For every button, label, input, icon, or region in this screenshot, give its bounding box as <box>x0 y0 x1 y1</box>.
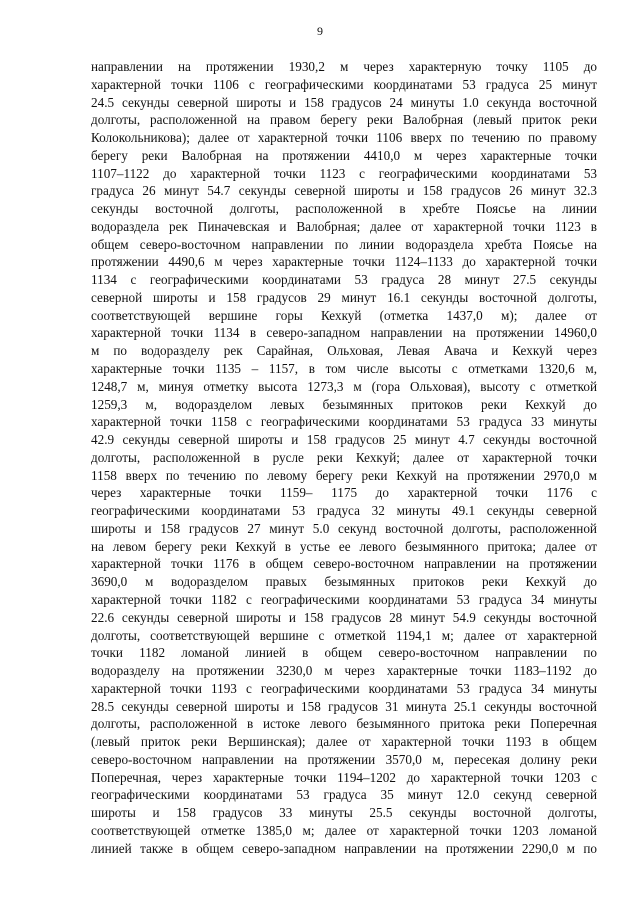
text-line: 28.5 секунды северной широты и 158 градусов 31 минута 25.1 секунды восточной <box>91 698 597 714</box>
text-line: градуса 26 минут 54.7 секунды северной широты и 158 градусов 26 минут 32.3 <box>91 183 597 199</box>
text-line: (левый приток реки Вершинская); далее от характерной точки 1193 в общем <box>91 734 597 750</box>
text-line: характерной точки 1134 в северо-западном направлении на протяжении 14960,0 <box>91 325 597 341</box>
text-line: протяжении 4490,6 м через характерные точки 1124–1133 до характерной точки <box>91 254 597 270</box>
text-line: долготы, расположенной в истоке левого безымянного притока реки Поперечная <box>91 716 597 732</box>
text-line: водоразделу на протяжении 3230,0 м через характерные точки 1183–1192 до <box>91 663 597 679</box>
text-line: долготы, расположенной на правом берегу реки Валобрная (левый приток реки <box>91 112 597 128</box>
text-line: берегу реки Валобрная на протяжении 4410,0 м через характерные точки <box>91 147 597 163</box>
text-line: географическими координатами 53 градуса 32 минуты 49.1 секунды северной <box>91 503 597 519</box>
text-line: соответствующей вершине горы Кехкуй (отметка 1437,0 м); далее от <box>91 307 597 323</box>
text-line: линией также в общем северо-западном направлении на протяжении 2290,0 м по <box>91 840 597 856</box>
text-line: соответствующей отметке 1385,0 м; далее от характерной точки 1203 ломаной <box>91 822 597 838</box>
text-line: северной широты и 158 градусов 29 минут 16.1 секунды восточной долготы, <box>91 289 597 305</box>
text-line: характерной точки 1106 с географическими координатами 53 градуса 25 минут <box>91 76 597 92</box>
text-line: характерной точки 1158 с географическими координатами 53 градуса 33 минуты <box>91 414 597 430</box>
text-line: широты и 158 градусов 33 минуты 25.5 секунды восточной долготы, <box>91 805 597 821</box>
page-number: 9 <box>317 24 323 38</box>
text-line: 1134 с географическими координатами 53 градуса 28 минут 27.5 секунды <box>91 272 597 288</box>
text-line: географическими координатами 53 градуса 35 минут 12.0 секунд северной <box>91 787 597 803</box>
text-line: 3690,0 м водоразделом правых безымянных притоков реки Кехкуй до <box>91 574 597 590</box>
text-line: 22.6 секунды северной широты и 158 градусов 28 минут 54.9 секунды восточной <box>91 609 597 625</box>
text-line: 24.5 секунды северной широты и 158 градусов 24 минуты 1.0 секунда восточной <box>91 94 597 110</box>
text-line: секунды восточной долготы, расположенной в хребте Поясье на линии <box>91 201 597 217</box>
text-line: характерной точки 1176 в общем северо-восточном направлении на протяжении <box>91 556 597 572</box>
text-line: характерной точки 1193 с географическими координатами 53 градуса 34 минуты <box>91 680 597 696</box>
text-line: направлении на протяжении 1930,2 м через характерную точку 1105 до <box>91 59 597 74</box>
text-line: м по водоразделу рек Сарайная, Ольховая, Левая Авача и Кехкуй через <box>91 343 597 359</box>
text-line: северо-восточном направлении на протяжении 3570,0 м, пересекая долину реки <box>91 751 597 767</box>
text-line: общем северо-восточном направлении по линии водораздела хребта Поясье на <box>91 236 597 252</box>
text-line: долготы, расположенной в русле реки Кехкуй; далее от характерной точки <box>91 449 597 465</box>
text-line: 1248,7 м, минуя отметку высота 1273,3 м (гора Ольховая), высоту с отметкой <box>91 378 597 394</box>
text-line: 1259,3 м, водоразделом левых безымянных притоков реки Кехкуй до <box>91 396 597 412</box>
body-text <box>91 58 597 857</box>
text-line: через характерные точки 1159– 1175 до характерной точки 1176 с <box>91 485 597 501</box>
text-line: характерной точки 1182 с географическими координатами 53 градуса 34 минуты <box>91 591 597 607</box>
text-line: 1158 вверх по течению по левому берегу реки Кехкуй на протяжении 2970,0 м <box>91 467 597 483</box>
text-line: 42.9 секунды северной широты и 158 градусов 25 минут 4.7 секунды восточной <box>91 432 597 448</box>
text-line: Поперечная, через характерные точки 1194–1202 до характерной точки 1203 с <box>91 769 597 785</box>
text-line: долготы, соответствующей вершине с отметкой 1194,1 м; далее от характерной <box>91 627 597 643</box>
text-line: водораздела рек Пиначевская и Валобрная; далее от характерной точки 1123 в <box>91 218 597 234</box>
text-line: Колокольникова); далее от характерной точки 1106 вверх по течению по правому <box>91 130 597 146</box>
text-line: характерные точки 1135 – 1157, в том числе высоты с отметками 1320,6 м, <box>91 361 597 377</box>
text-line: широты и 158 градусов 27 минут 5.0 секунд восточной долготы, расположенной <box>91 520 597 536</box>
text-line: на левом берегу реки Кехкуй в устье ее левого безымянного притока; далее от <box>91 538 597 554</box>
text-line: точки 1182 ломаной линией в общем северо-восточном направлении по <box>91 645 597 661</box>
text-line: 1107–1122 до характерной точки 1123 с географическими координатами 53 <box>91 165 597 181</box>
